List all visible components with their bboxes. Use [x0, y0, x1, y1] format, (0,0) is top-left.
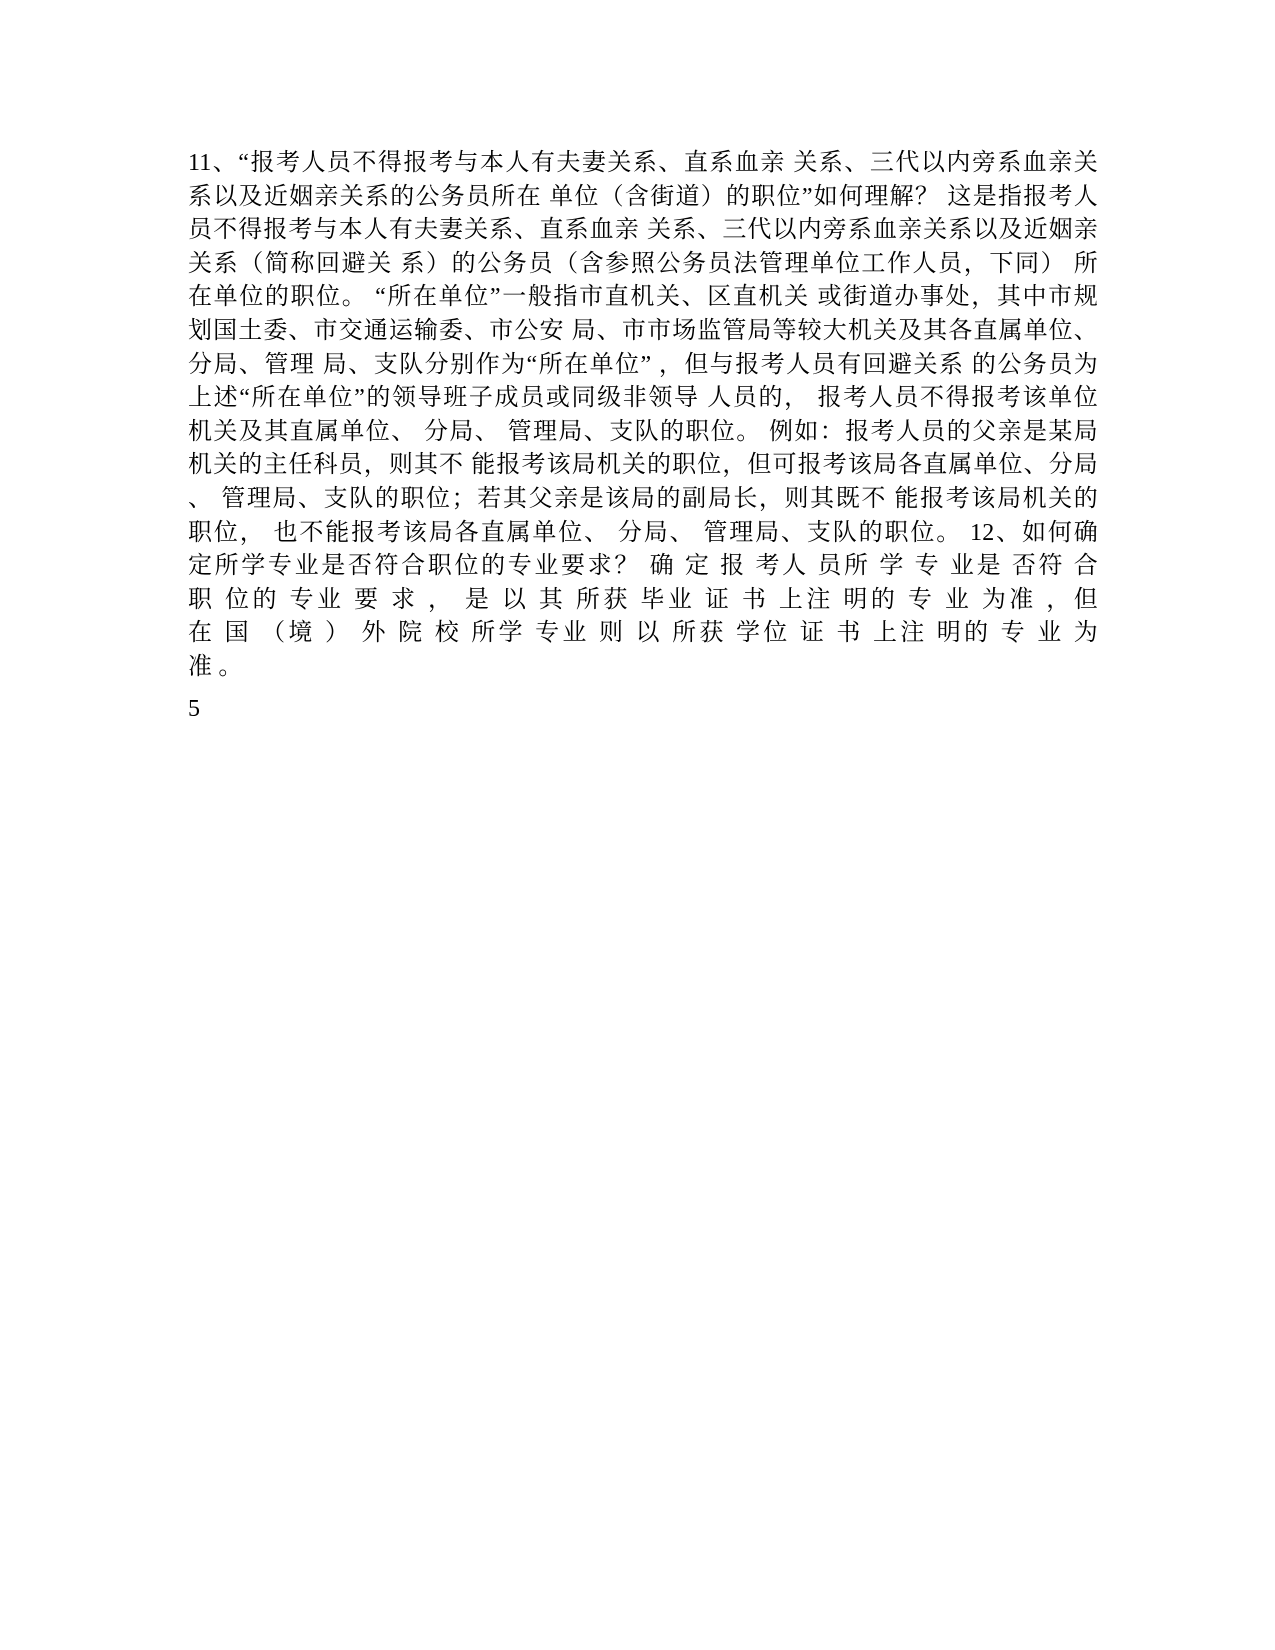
text-line: 划国土委、市交通运输委、市公安 局、市市场监管局等较大机关及其各直属单位、	[188, 317, 1098, 344]
text-line: 职 位的 专业 要 求 ， 是 以 其 所获 毕业 证 书 上注 明的 专 业 为准 ，但	[188, 586, 1098, 613]
text-line: 在单位的职位。 “所在单位”一般指市直机关、区直机关 或街道办事处，其中市规	[188, 284, 1098, 311]
text-line: 员不得报考与本人有夫妻关系、直系血亲 关系、三代以内旁系血亲关系以及近姻亲	[188, 217, 1098, 244]
text-line: 上述“所在单位”的领导班子成员或同级非领导 人员的， 报考人员不得报考该单位	[188, 385, 1098, 412]
text-line: 在 国 （境 ） 外 院 校 所学 专业 则 以 所获 学位 证 书 上注 明的 专 业 为	[188, 620, 1098, 647]
text-line: 机关及其直属单位、 分局、 管理局、支队的职位。 例如：报考人员的父亲是某局	[188, 418, 1098, 445]
text-line: 定所学专业是否符合职位的专业要求？ 确 定 报 考人 员所 学 专 业是 否符 合	[188, 553, 1098, 580]
body-paragraph	[188, 147, 1098, 685]
page-number: 5	[188, 696, 200, 722]
text-line: 11、“报考人员不得报考与本人有夫妻关系、直系血亲 关系、三代以内旁系血亲关	[188, 150, 1098, 176]
text-line: 准 。	[188, 653, 243, 680]
text-line: 、 管理局、支队的职位；若其父亲是该局的副局长，则其既不 能报考该局机关的	[188, 485, 1098, 512]
text-line: 分局、管理 局、支队分别作为“所在单位” ，但与报考人员有回避关系 的公务员为	[188, 351, 1098, 378]
text-line: 系以及近姻亲关系的公务员所在 单位（含街道）的职位”如何理解？ 这是指报考人	[188, 183, 1098, 210]
text-line: 机关的主任科员，则其不 能报考该局机关的职位，但可报考该局各直属单位、分局	[188, 452, 1098, 479]
text-line: 职位， 也不能报考该局各直属单位、 分局、 管理局、支队的职位。 12、如何确	[188, 519, 1098, 546]
text-line: 关系（简称回避关 系）的公务员（含参照公务员法管理单位工作人员，下同） 所	[188, 250, 1098, 277]
